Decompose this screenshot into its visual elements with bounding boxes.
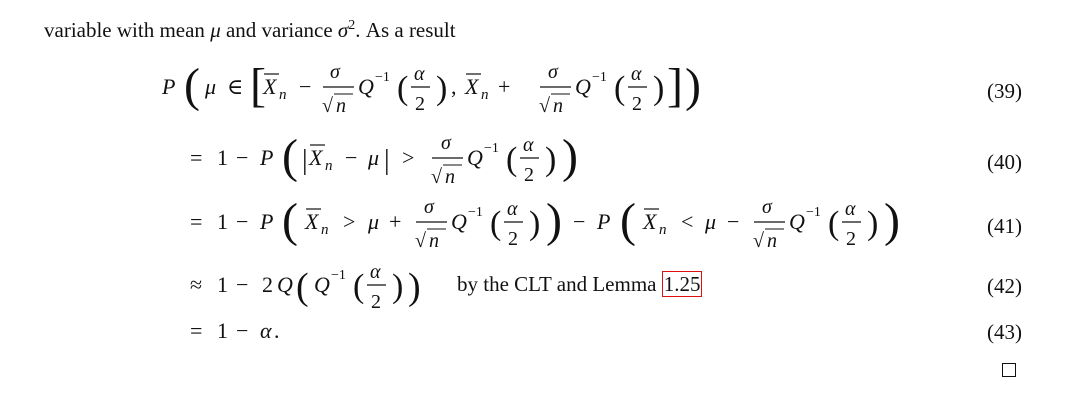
svg-text:P: P — [162, 74, 176, 99]
svg-text:=: = — [190, 209, 203, 234]
svg-text:): ) — [408, 266, 421, 308]
svg-text:>: > — [402, 145, 415, 170]
svg-text:2: 2 — [846, 228, 856, 250]
svg-text:=: = — [190, 145, 203, 170]
svg-text:): ) — [545, 141, 557, 178]
svg-text:n: n — [445, 166, 455, 188]
svg-text:P: P — [260, 209, 274, 234]
svg-text:P: P — [260, 145, 274, 170]
svg-text:−: − — [236, 272, 249, 297]
svg-text:n: n — [553, 95, 563, 117]
svg-text:√: √ — [539, 95, 550, 117]
svg-text:]: ] — [667, 59, 683, 112]
svg-text:(: ( — [296, 266, 309, 308]
svg-text:1: 1 — [217, 209, 228, 234]
svg-text:∈: ∈ — [227, 74, 244, 99]
svg-text:≈: ≈ — [190, 272, 203, 297]
svg-text:(: ( — [828, 205, 840, 242]
svg-text:): ) — [392, 268, 404, 305]
intro-text: variable with mean μ and variance $\sigma^2$. As a result — [44, 18, 456, 42]
svg-text:): ) — [653, 70, 665, 107]
qed-square — [1002, 363, 1016, 377]
svg-text:X: X — [309, 145, 323, 170]
svg-text:+: + — [498, 74, 511, 99]
svg-text:−1: −1 — [806, 205, 821, 220]
svg-text:σ: σ — [424, 196, 434, 218]
svg-text:n: n — [659, 222, 667, 238]
svg-text:α: α — [631, 63, 642, 85]
svg-text:): ) — [867, 205, 879, 242]
svg-text:): ) — [436, 70, 448, 107]
svg-text:α: α — [370, 261, 381, 283]
svg-text:−: − — [573, 209, 586, 234]
svg-text:=: = — [190, 318, 203, 343]
svg-text:Q: Q — [358, 74, 374, 99]
svg-text:σ: σ — [330, 61, 340, 83]
svg-text:): ) — [546, 194, 562, 247]
svg-text:−: − — [236, 145, 249, 170]
svg-text:(: ( — [506, 141, 518, 178]
svg-text:−: − — [727, 209, 740, 234]
svg-text:σ: σ — [762, 196, 772, 218]
svg-text:X: X — [465, 74, 479, 99]
svg-text:Q: Q — [789, 209, 805, 234]
svg-text:α: α — [260, 318, 272, 343]
svg-text:P: P — [597, 209, 611, 234]
svg-text:): ) — [685, 59, 701, 112]
svg-text:X: X — [263, 74, 277, 99]
svg-text:2: 2 — [508, 228, 518, 250]
svg-text:−: − — [236, 209, 249, 234]
svg-text:μ: μ — [205, 74, 217, 99]
svg-text:√: √ — [431, 166, 442, 188]
equation-number-40: (40) — [987, 150, 1022, 174]
equation-number-43: (43) — [987, 320, 1022, 344]
svg-text:−1: −1 — [375, 70, 390, 85]
svg-text:n: n — [336, 95, 346, 117]
svg-text:α: α — [507, 198, 518, 220]
svg-text:,: , — [451, 74, 457, 99]
svg-text:(: ( — [614, 70, 626, 107]
svg-text:n: n — [325, 158, 333, 174]
svg-text:√: √ — [322, 95, 333, 117]
svg-text:n: n — [767, 230, 777, 252]
svg-text:−1: −1 — [484, 141, 499, 156]
svg-text:Q: Q — [314, 272, 330, 297]
svg-text:−1: −1 — [331, 268, 346, 283]
svg-text:−: − — [299, 74, 312, 99]
svg-text:): ) — [884, 194, 900, 247]
svg-text:(: ( — [620, 194, 636, 247]
svg-text:n: n — [481, 87, 489, 103]
svg-text:(: ( — [184, 59, 200, 112]
svg-text:X: X — [643, 209, 657, 234]
svg-text:[: [ — [250, 59, 266, 112]
svg-text:σ: σ — [441, 132, 451, 154]
svg-text:2: 2 — [262, 272, 273, 297]
svg-text:>: > — [343, 209, 356, 234]
svg-text:μ: μ — [705, 209, 717, 234]
svg-text:(: ( — [282, 130, 298, 183]
svg-text:n: n — [321, 222, 329, 238]
svg-text:−: − — [345, 145, 358, 170]
svg-text:2: 2 — [371, 291, 381, 313]
svg-text:1: 1 — [217, 145, 228, 170]
svg-text:n: n — [429, 230, 439, 252]
svg-text:Q: Q — [467, 145, 483, 170]
svg-text:2: 2 — [632, 93, 642, 115]
svg-text:+: + — [389, 209, 402, 234]
svg-text:|: | — [384, 145, 390, 176]
svg-text:.: . — [274, 318, 280, 343]
svg-text:1: 1 — [217, 272, 228, 297]
equation-number-39: (39) — [987, 79, 1022, 103]
svg-text:<: < — [681, 209, 694, 234]
svg-text:1: 1 — [217, 318, 228, 343]
svg-text:Q: Q — [277, 272, 293, 297]
svg-text:Q: Q — [575, 74, 591, 99]
svg-text:|: | — [302, 145, 308, 176]
svg-text:(: ( — [282, 194, 298, 247]
svg-text:μ: μ — [368, 209, 380, 234]
svg-text:(: ( — [490, 205, 502, 242]
svg-text:2: 2 — [415, 93, 425, 115]
svg-text:): ) — [529, 205, 541, 242]
svg-text:√: √ — [753, 230, 764, 252]
svg-text:2: 2 — [524, 164, 534, 186]
line42-text: by the CLT and Lemma 1.25 — [457, 272, 701, 296]
svg-text:(: ( — [397, 70, 409, 107]
lemma-reference-link[interactable]: 1.25 — [663, 272, 701, 296]
svg-text:α: α — [845, 198, 856, 220]
svg-text:−1: −1 — [468, 205, 483, 220]
equation-number-41: (41) — [987, 214, 1022, 238]
svg-text:): ) — [562, 130, 578, 183]
svg-text:(: ( — [353, 268, 365, 305]
svg-text:−: − — [236, 318, 249, 343]
svg-text:n: n — [279, 87, 287, 103]
svg-text:X: X — [305, 209, 319, 234]
svg-text:α: α — [523, 134, 534, 156]
svg-text:−1: −1 — [592, 70, 607, 85]
svg-text:α: α — [414, 63, 425, 85]
svg-text:√: √ — [415, 230, 426, 252]
svg-text:σ: σ — [548, 61, 558, 83]
equation-number-42: (42) — [987, 274, 1022, 298]
svg-text:Q: Q — [451, 209, 467, 234]
svg-text:μ: μ — [368, 145, 380, 170]
